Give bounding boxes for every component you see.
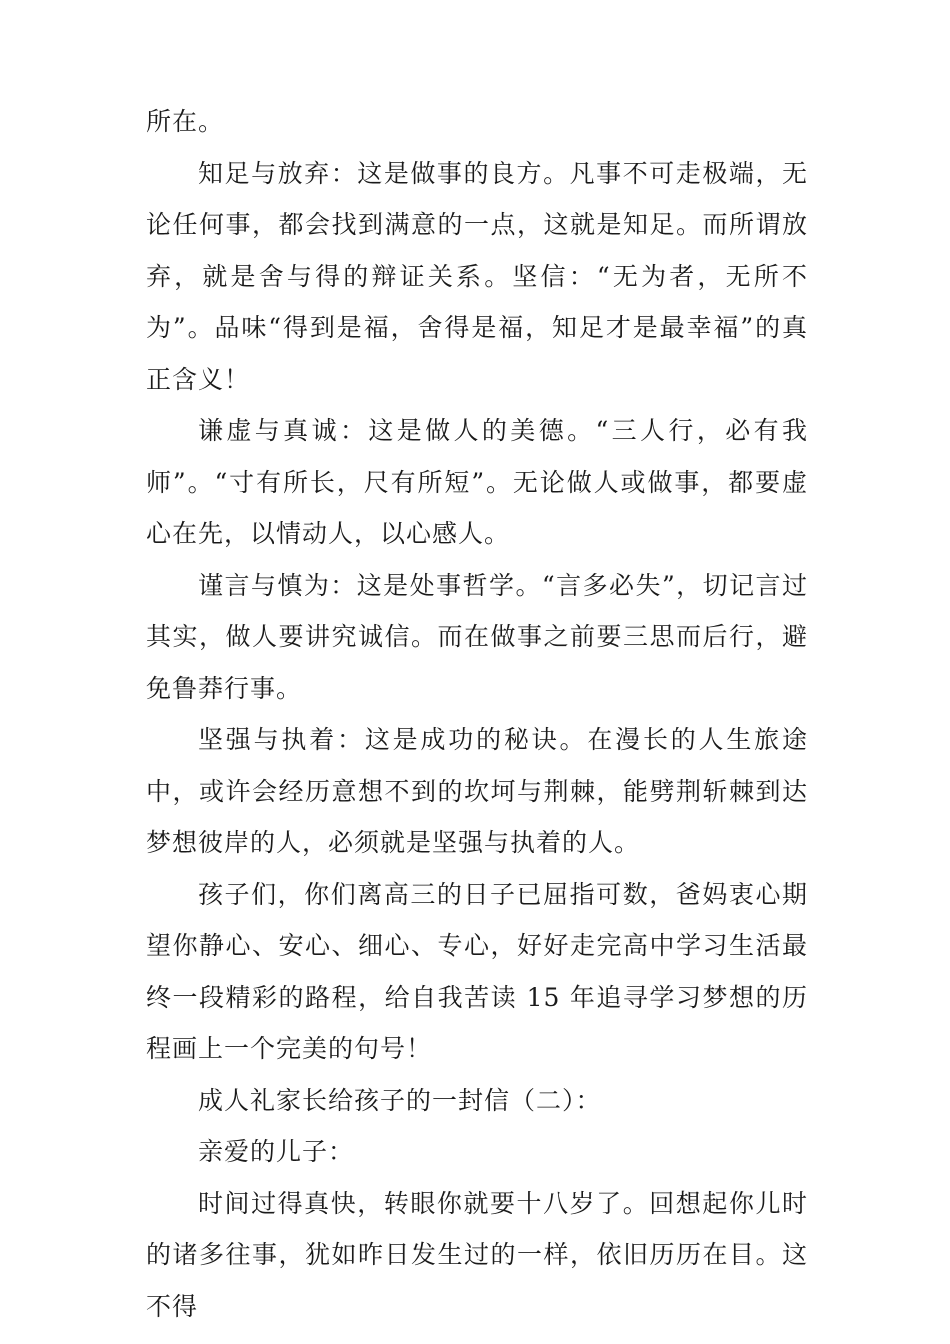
- paragraph-letter-opening: 时间过得真快，转眼你就要十八岁了。回想起你儿时的诸多往事，犹如昨日发生过的一样，依旧历历在目。这不得: [146, 1188, 808, 1321]
- paragraph-contentment: 知足与放弃：这是做事的良方。凡事不可走极端，无论任何事，都会找到满意的一点，这就是知足。而所谓放弃，就是舍与得的辩证关系。坚信：“无为者，无所不为”。品味“得到是福，舍得是福，知足才是最幸福”的真正含义！: [146, 158, 808, 394]
- paragraph-continuation: 所在。: [146, 107, 225, 136]
- section-heading-letter-two: 成人礼家长给孩子的一封信（二）：: [198, 1085, 602, 1115]
- document-body: [146, 96, 808, 1332]
- letter-salutation: 亲爱的儿子：: [198, 1137, 355, 1166]
- paragraph-persistence: 坚强与执着：这是成功的秘诀。在漫长的人生旅途中，或许会经历意想不到的坎坷与荆棘，能劈荆斩棘到达梦想彼岸的人，必须就是坚强与执着的人。: [146, 725, 808, 857]
- paragraph-caution: 谨言与慎为：这是处事哲学。“言多必失”，切记言过其实，做人要讲究诚信。而在做事之前要三思而后行，避免鲁莽行事。: [146, 570, 808, 703]
- paragraph-modesty: 谦虚与真诚：这是做人的美德。“三人行，必有我师”。“寸有所长，尺有所短”。无论做人或做事，都要虚心在先，以情动人，以心感人。: [146, 416, 808, 548]
- paragraph-children: 孩子们，你们离高三的日子已屈指可数，爸妈衷心期望你静心、安心、细心、专心，好好走完高中学习生活最终一段精彩的路程，给自我苦读 15 年追寻学习梦想的历程画上一个完美的句号！: [146, 879, 808, 1063]
